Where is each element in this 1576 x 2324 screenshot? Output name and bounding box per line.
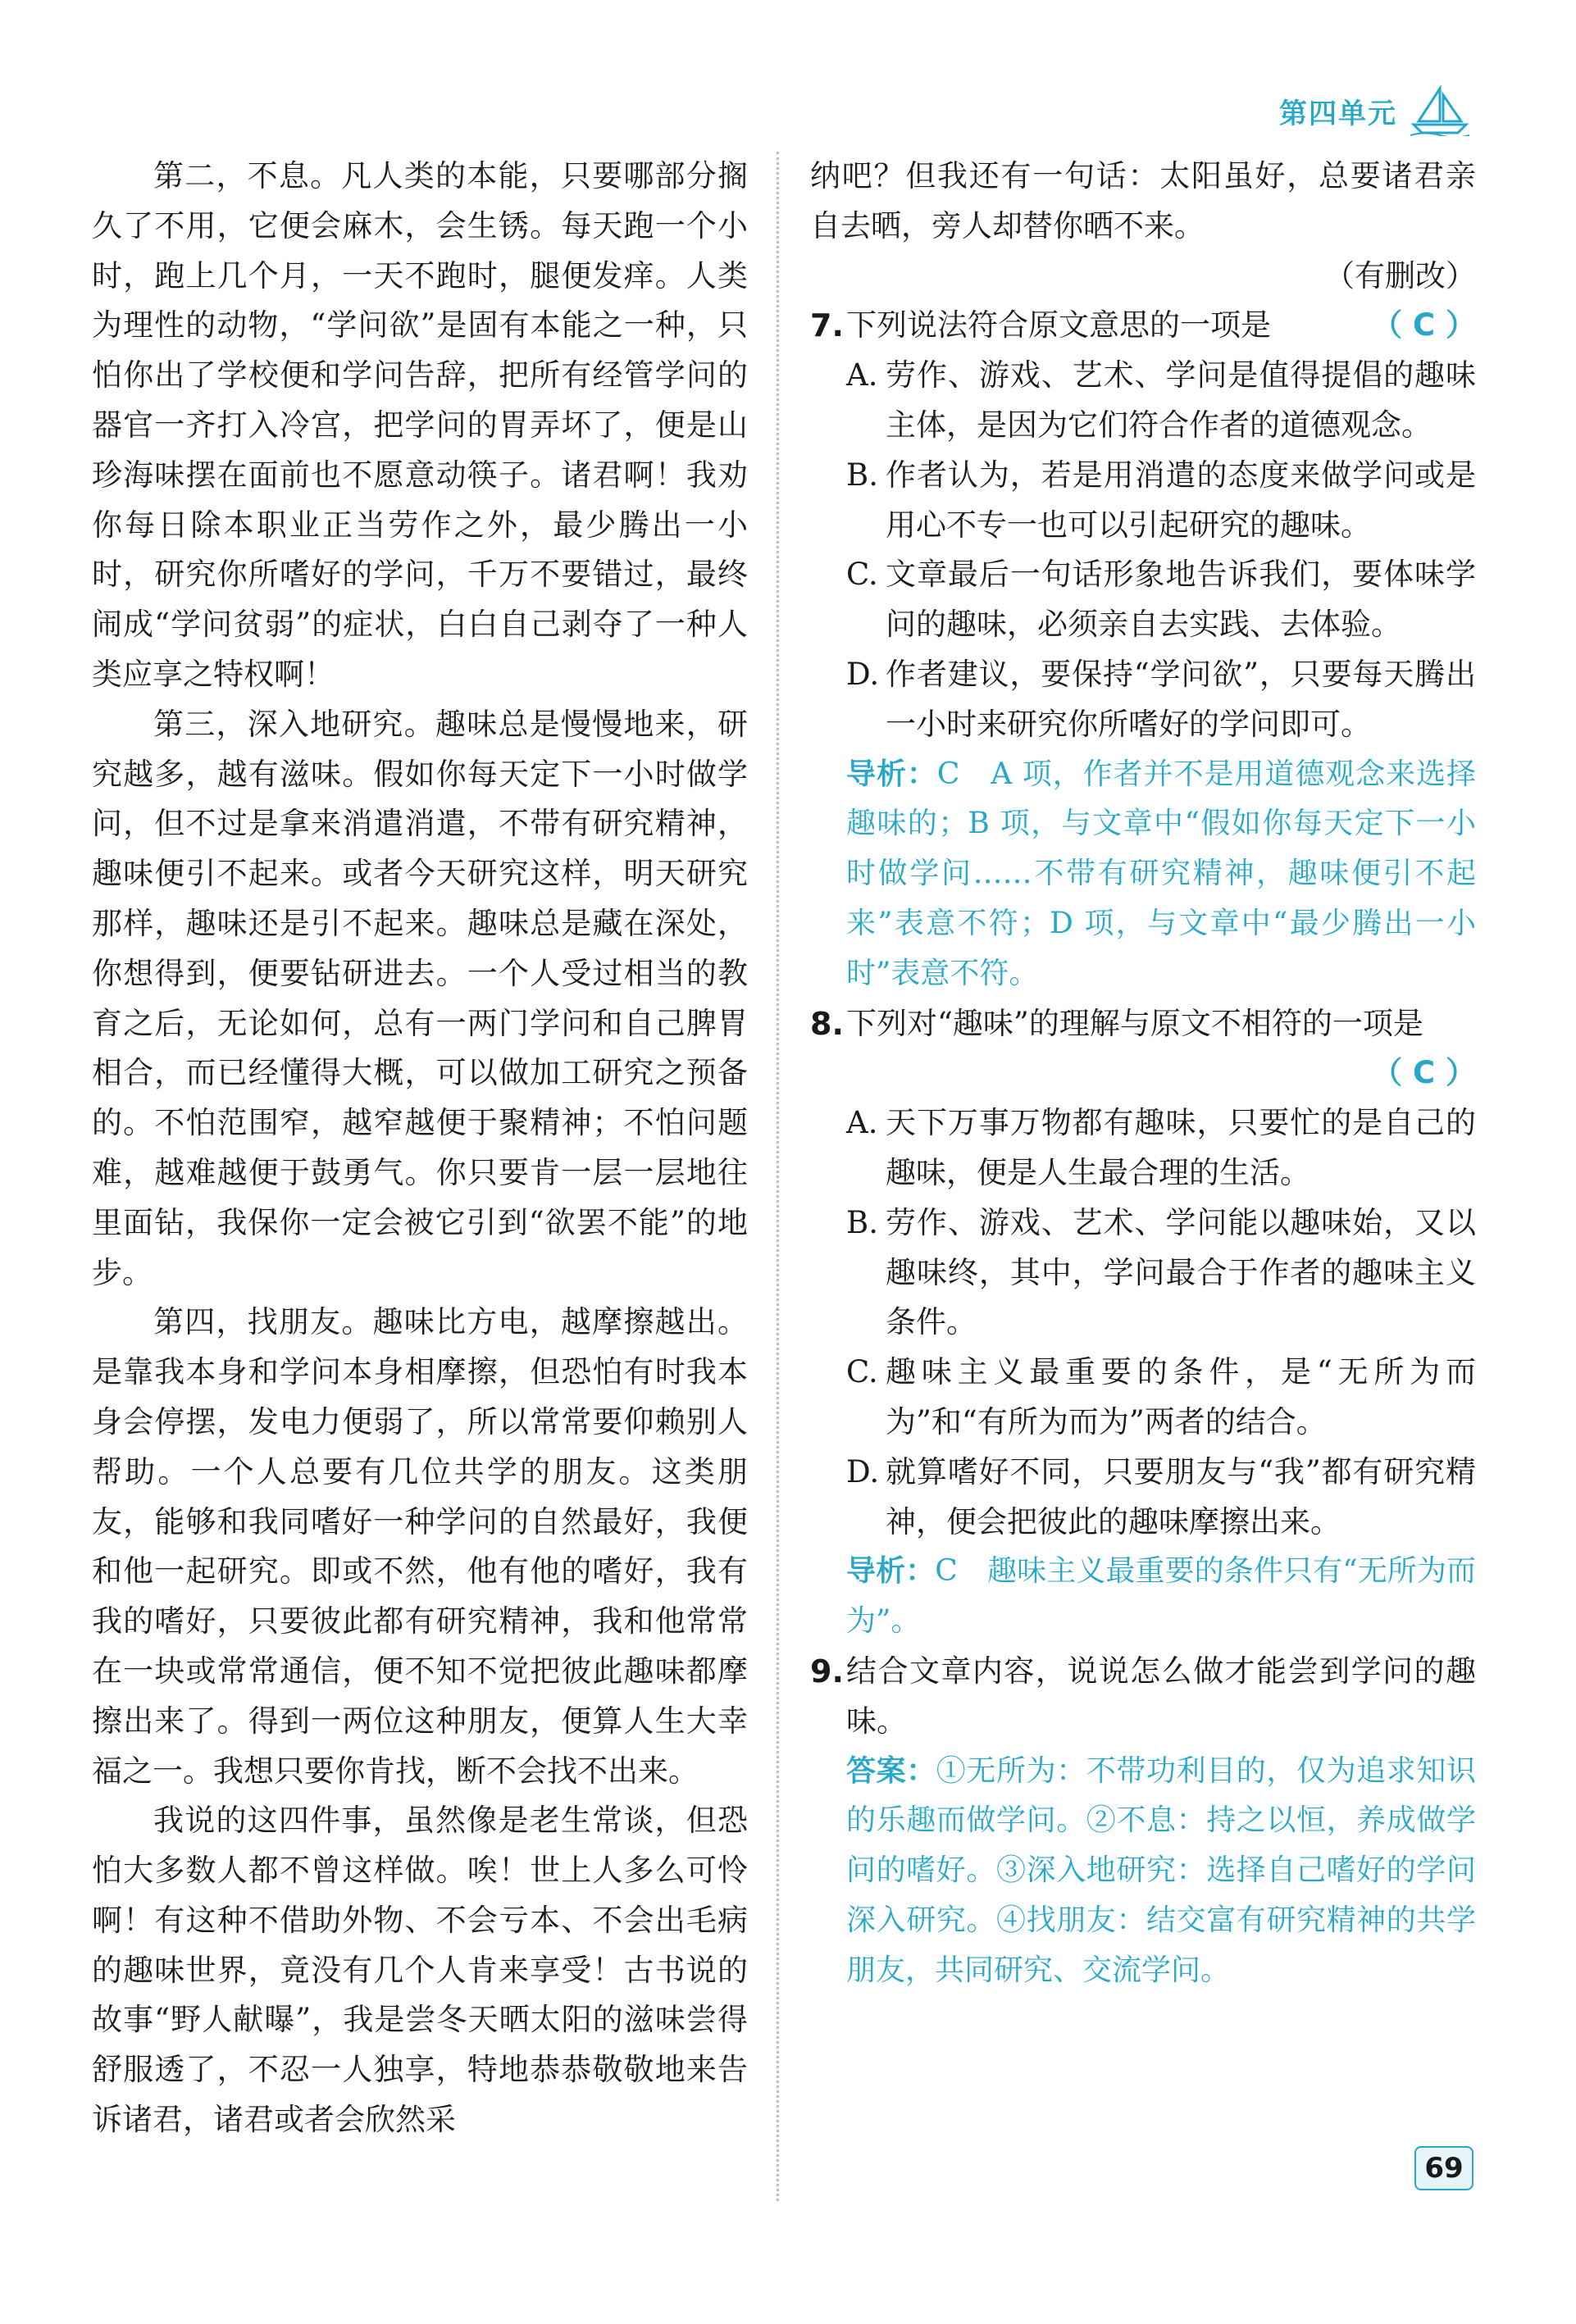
option-c	[810, 550, 1476, 650]
question-number: 9.	[810, 1653, 844, 1690]
page-number: 69	[1414, 2146, 1474, 2190]
analysis-text: C 趣味主义最重要的条件只有“无所为而为”。	[846, 1554, 1476, 1639]
option-text: 文章最后一句话形象地告诉我们，要体味学问的趣味，必须亲自去实践、去体验。	[886, 557, 1476, 643]
answer-choice: （ C ）	[1372, 307, 1476, 343]
analysis-7	[810, 750, 1476, 999]
unit-header	[1279, 82, 1469, 139]
option-a	[810, 351, 1476, 451]
answer-choice: （ C ）	[1372, 1055, 1476, 1091]
question-7	[810, 301, 1476, 351]
passage-continuation: 纳吧？但我还有一句话：太阳虽好，总要诸君亲自去晒，旁人却替你晒不来。	[810, 158, 1476, 243]
option-label: B.	[846, 1204, 878, 1240]
option-c	[810, 1348, 1476, 1448]
option-label: D.	[846, 1453, 880, 1489]
option-label: A.	[846, 1105, 878, 1141]
option-text: 趣味主义最重要的条件，是“无所为而为”和“有所为而为”两者的结合。	[886, 1354, 1476, 1439]
option-b	[810, 1198, 1476, 1348]
question-stem: 下列说法符合原文意思的一项是	[846, 307, 1271, 343]
passage-paragraph: 第四，找朋友。趣味比方电，越摩擦越出。是靠我本身和学问本身相摩擦，但恐怕有时我本身会停摆，发电力便弱了，所以常常要仰赖别人帮助。一个人总要有几位共学的朋友。这类朋友，能够和我同嗜好一种学问的自然最好，我便和他一起研究。即或不然，他有他的嗜好，我有我的嗜好，只要彼此都有研究精神，我和他常常在一块或常常通信，便不知不觉把彼此趣味都摩擦出来了。得到一两位这种朋友，便算人生大幸福之一。我想只要你肯找，断不会找不出来。	[92, 1304, 748, 1789]
option-text: 天下万事万物都有趣味，只要忙的是自己的趣味，便是人生最合理的生活。	[886, 1105, 1476, 1190]
answer-label: 答案：	[846, 1753, 936, 1788]
answer-text: ①无所为：不带功利目的，仅为追求知识的乐趣而做学问。②不息：持之以恒，养成做学问的嗜好。③深入地研究：选择自己嗜好的学问深入研究。④找朋友：结交富有研究精神的共学朋友，共同研究、交流学问。	[846, 1753, 1476, 1987]
column-divider	[777, 152, 779, 2201]
analysis-8	[810, 1547, 1476, 1647]
question-8	[810, 999, 1476, 1099]
sailboat-icon	[1410, 85, 1469, 136]
passage-paragraph: 第二，不息。凡人类的本能，只要哪部分搁久了不用，它便会麻木，会生锈。每天跑一个小时，跑上几个月，一天不跑时，腿便发痒。人类为理性的动物，“学问欲”是固有本能之一种，只怕你出了学校便和学问告辞，把所有经管学问的器官一齐打入冷宫，把学问的胃弄坏了，便是山珍海味摆在面前也不愿意动筷子。诸君啊！我劝你每日除本职业正当劳作之外，最少腾出一小时，研究你所嗜好的学问，千万不要错过，最终闹成“学问贫弱”的症状，白白自己剥夺了一种人类应享之特权啊！	[92, 158, 748, 692]
option-text: 劳作、游戏、艺术、学问是值得提倡的趣味主体，是因为它们符合作者的道德观念。	[886, 357, 1476, 443]
question-stem: 结合文章内容，说说怎么做才能尝到学问的趣味。	[846, 1653, 1476, 1739]
question-number: 8.	[810, 1005, 844, 1042]
question-stem: 下列对“趣味”的理解与原文不相符的一项是	[846, 1005, 1423, 1041]
option-b	[810, 451, 1476, 551]
answer-9	[810, 1747, 1476, 1996]
questions-right-column	[810, 152, 1476, 1995]
unit-title: 第四单元	[1279, 97, 1397, 130]
option-text: 就算嗜好不同，只要朋友与“我”都有研究精神，便会把彼此的趣味摩擦出来。	[886, 1453, 1476, 1539]
source-note: （有删改）	[1324, 257, 1476, 293]
question-number: 7.	[810, 307, 844, 344]
passage-paragraph: 第三，深入地研究。趣味总是慢慢地来，研究越多，越有滋味。假如你每天定下一小时做学问，但不过是拿来消遣消遣，不带有研究精神，趣味便引不起来。或者今天研究这样，明天研究那样，趣味还是引不起来。趣味总是藏在深处，你想得到，便要钻研进去。一个人受过相当的教育之后，无论如何，总有一两门学问和自己脾胃相合，而已经懂得大概，可以做加工研究之预备的。不怕范围窄，越窄越便于聚精神；不怕问题难，越难越便于鼓勇气。你只要肯一层一层地往里面钻，我保你一定会被它引到“欲罢不能”的地步。	[92, 706, 748, 1290]
option-label: C.	[846, 557, 878, 593]
option-label: A.	[846, 357, 878, 393]
option-text: 作者建议，要保持“学问欲”，只要每天腾出一小时来研究你所嗜好的学问即可。	[886, 656, 1476, 742]
option-label: C.	[846, 1354, 878, 1390]
option-d	[810, 650, 1476, 750]
option-d	[810, 1448, 1476, 1548]
option-a	[810, 1098, 1476, 1198]
option-text: 劳作、游戏、艺术、学问能以趣味始，又以趣味终，其中，学问最合于作者的趣味主义条件。	[886, 1204, 1476, 1340]
question-9	[810, 1647, 1476, 1747]
option-label: D.	[846, 656, 880, 692]
analysis-label: 导析：	[846, 1554, 936, 1589]
analysis-text: C A 项，作者并不是用道德观念来选择趣味的；B 项，与文章中“假如你每天定下一小时做学问……不带有研究精神，趣味便引不起来”表意不符；D 项，与文章中“最少腾出一小时”表意不符。	[846, 757, 1476, 990]
option-label: B.	[846, 457, 878, 493]
analysis-label: 导析：	[846, 757, 937, 791]
option-text: 作者认为，若是用消遣的态度来做学问或是用心不专一也可以引起研究的趣味。	[886, 457, 1476, 543]
passage-paragraph: 我说的这四件事，虽然像是老生常谈，但恐怕大多数人都不曾这样做。唉！世上人多么可怜啊！有这种不借助外物、不会亏本、不会出毛病的趣味世界，竟没有几个人肯来享受！古书说的故事“野人献曝”，我是尝冬天晒太阳的滋味尝得舒服透了，不忍一人独享，特地恭恭敬敬地来告诉诸君，诸君或者会欣然采	[92, 1803, 748, 2138]
passage-left-column	[92, 152, 748, 2145]
